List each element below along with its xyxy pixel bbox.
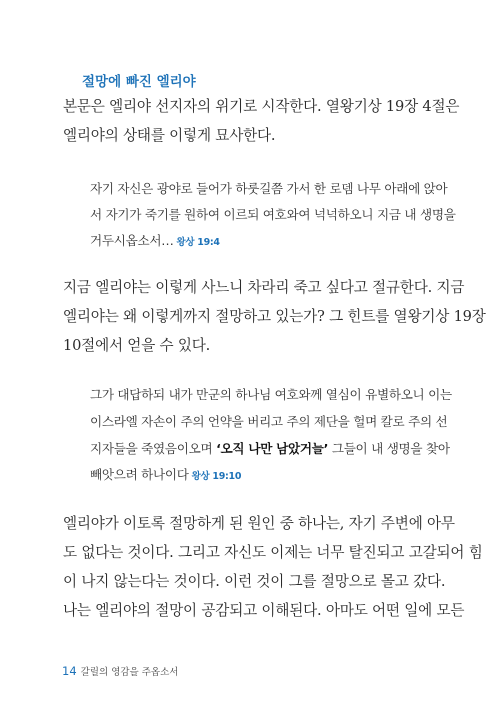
quote-line [90,230,220,249]
body-line: 지금 엘리야는 이렇게 사느니 차라리 죽고 싶다고 절규한다. 지금 [63,279,465,296]
page-footer [62,660,178,679]
section-heading: 절망에 빠진 엘리야 [82,74,196,90]
quote-line: 자기 자신은 광야로 들어가 하룻길쯤 가서 한 로뎀 나무 아래에 앉아 [90,181,448,196]
body-line: 나는 엘리야의 절망이 공감되고 이해된다. 아마도 어떤 일에 모든 [63,602,465,619]
body-line: 도 없다는 것이다. 그리고 자신도 이제는 너무 탈진되고 고갈되어 힘 [63,544,483,561]
body-line: 본문은 엘리야 선지자의 위기로 시작한다. 열왕기상 19장 4절은 [63,98,460,115]
quote-text: 지자들을 죽였음이오며 [90,441,217,456]
quote-text: 빼앗으려 하나이다 [90,467,189,482]
quote-text: 그들이 내 생명을 찾아 [328,441,450,456]
scripture-reference: 왕상 19:10 [191,471,242,482]
body-line: 엘리야가 이토록 절망하게 된 원인 중 하나는, 자기 주변에 아무 [63,515,455,532]
body-line: 엘리야의 상태를 이렇게 묘사한다. [63,127,276,144]
scripture-reference: 왕상 19:4 [176,237,220,248]
body-line: 10절에서 얻을 수 있다. [63,337,211,354]
body-line: 엘리야는 왜 이렇게까지 절망하고 있는가? 그 힌트를 열왕기상 19장 [63,308,486,325]
quote-text: 거두시옵소서… [90,233,174,248]
quote-line: 이스라엘 자손이 주의 언약을 버리고 주의 제단을 헐며 칼로 주의 선 [90,414,448,429]
quote-line: 그가 대답하되 내가 만군의 하나님 여호와께 열심이 유별하오니 이는 [90,387,452,402]
quote-line: 서 자기가 죽기를 원하여 이르되 여호와여 넉넉하오니 지금 내 생명을 [90,207,456,222]
page-number: 14 [62,664,77,678]
quote-line [90,438,450,457]
book-title: 갈릴의 영감을 주옵소서 [80,667,179,678]
emphasized-quote: ‘오직 나만 남았거늘’ [216,441,329,456]
quote-line [90,464,241,483]
body-line: 이 나지 않는다는 것이다. 이런 것이 그를 절망으로 몰고 갔다. [63,573,446,590]
